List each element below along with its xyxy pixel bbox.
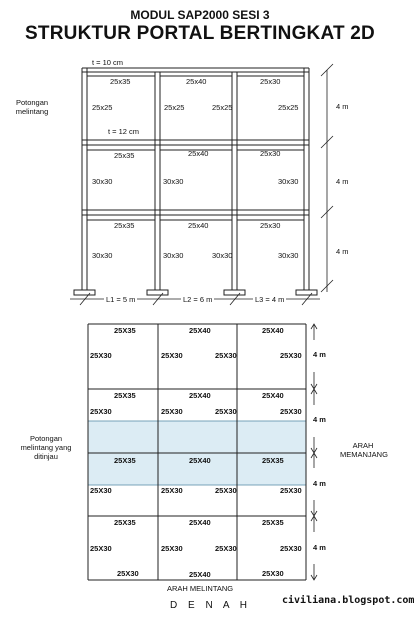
plan-beam-label: 25X40 xyxy=(189,518,211,527)
plan-beam-label: 25X35 xyxy=(114,326,136,335)
span-label: L3 = 4 m xyxy=(255,295,285,304)
footing xyxy=(296,290,317,295)
plan-edge-label: 25X40 xyxy=(189,570,211,579)
column-label: 30x30 xyxy=(278,251,299,260)
column-label: 30x30 xyxy=(163,177,184,186)
plan-column-label: 25X30 xyxy=(161,351,183,360)
plan-column-label: 25X30 xyxy=(215,486,237,495)
plan-beam-label: 25X40 xyxy=(262,391,284,400)
plan-column-label: 25X30 xyxy=(161,544,183,553)
column-label: 25x25 xyxy=(92,103,113,112)
website-credit: civiliana.blogspot.com xyxy=(282,595,414,606)
plan-column-label: 25X30 xyxy=(215,407,237,416)
title-line1: MODUL SAP2000 SESI 3 xyxy=(130,8,270,22)
plan-column-label: 25X30 xyxy=(215,351,237,360)
column-label: 30x30 xyxy=(163,251,184,260)
plan-beam-label: 25X35 xyxy=(114,391,136,400)
plan-column-label: 25X30 xyxy=(161,486,183,495)
plan-height-label: 4 m xyxy=(313,479,326,488)
beam-label: 25x35 xyxy=(114,221,135,230)
height-label: 4 m xyxy=(336,102,349,111)
footing xyxy=(74,290,95,295)
plan-beam-label: 25X40 xyxy=(189,391,211,400)
arah-melintang-label: ARAH MELINTANG xyxy=(167,584,234,593)
plan-beam-label: 25X35 xyxy=(114,456,136,465)
beam-label: 25x40 xyxy=(188,149,209,158)
plan-column-label: 25X30 xyxy=(90,544,112,553)
title-line2: STRUKTUR PORTAL BERTINGKAT 2D xyxy=(25,23,375,44)
plan-column-label: 25X30 xyxy=(280,407,302,416)
plan-column-label: 25X30 xyxy=(161,407,183,416)
plan-column-label: 25X30 xyxy=(280,544,302,553)
plan-height-label: 4 m xyxy=(313,543,326,552)
plan-beam-label: 25X35 xyxy=(262,456,284,465)
plan-beam-label: 25X40 xyxy=(189,456,211,465)
plan-edge-label: 25X30 xyxy=(117,569,139,578)
height-label: 4 m xyxy=(336,177,349,186)
plan-column-label: 25X30 xyxy=(280,351,302,360)
column-label: 25x25 xyxy=(278,103,299,112)
span-label: L1 = 5 m xyxy=(106,295,136,304)
plan-beam-label: 25X40 xyxy=(262,326,284,335)
column-label: 30x30 xyxy=(92,251,113,260)
footing xyxy=(224,290,245,295)
height-label: 4 m xyxy=(336,247,349,256)
beam-label: 25x40 xyxy=(188,221,209,230)
plan-edge-label: 25X30 xyxy=(262,569,284,578)
plan-section-label: Potongan melintang yang ditinjau xyxy=(20,434,72,461)
plan-column-label: 25X30 xyxy=(90,351,112,360)
span-label: L2 = 6 m xyxy=(183,295,213,304)
plan-height-label: 4 m xyxy=(313,350,326,359)
beam-label: 25x30 xyxy=(260,221,281,230)
beam-label: 25x30 xyxy=(260,77,281,86)
footing xyxy=(147,290,168,295)
plan-column-label: 25X30 xyxy=(90,486,112,495)
plan-beam-label: 25X40 xyxy=(189,326,211,335)
plan-title: D E N A H xyxy=(170,600,252,611)
section-label: Potongan melintang xyxy=(15,98,49,116)
plan-column-label: 25X30 xyxy=(90,407,112,416)
plan-beam-label: 25X35 xyxy=(114,518,136,527)
column-label: 25x25 xyxy=(212,103,233,112)
beam-label: 25x30 xyxy=(260,149,281,158)
column-label: 30x30 xyxy=(212,251,233,260)
beam-label: 25x35 xyxy=(110,77,131,86)
column-label: 25x25 xyxy=(164,103,185,112)
plan-beam-label: 25X35 xyxy=(262,518,284,527)
roof-slab-thickness: t = 10 cm xyxy=(92,58,124,67)
beam-label: 25x40 xyxy=(186,77,207,86)
arah-memanjang-label: ARAH MEMANJANG xyxy=(340,441,388,459)
plan-column-label: 25X30 xyxy=(280,486,302,495)
plan-column-label: 25X30 xyxy=(215,544,237,553)
column-label: 30x30 xyxy=(278,177,299,186)
column-label: 30x30 xyxy=(92,177,113,186)
floor-slab-thickness: t = 12 cm xyxy=(108,127,140,136)
plan-height-label: 4 m xyxy=(313,415,326,424)
beam-label: 25x35 xyxy=(114,151,135,160)
